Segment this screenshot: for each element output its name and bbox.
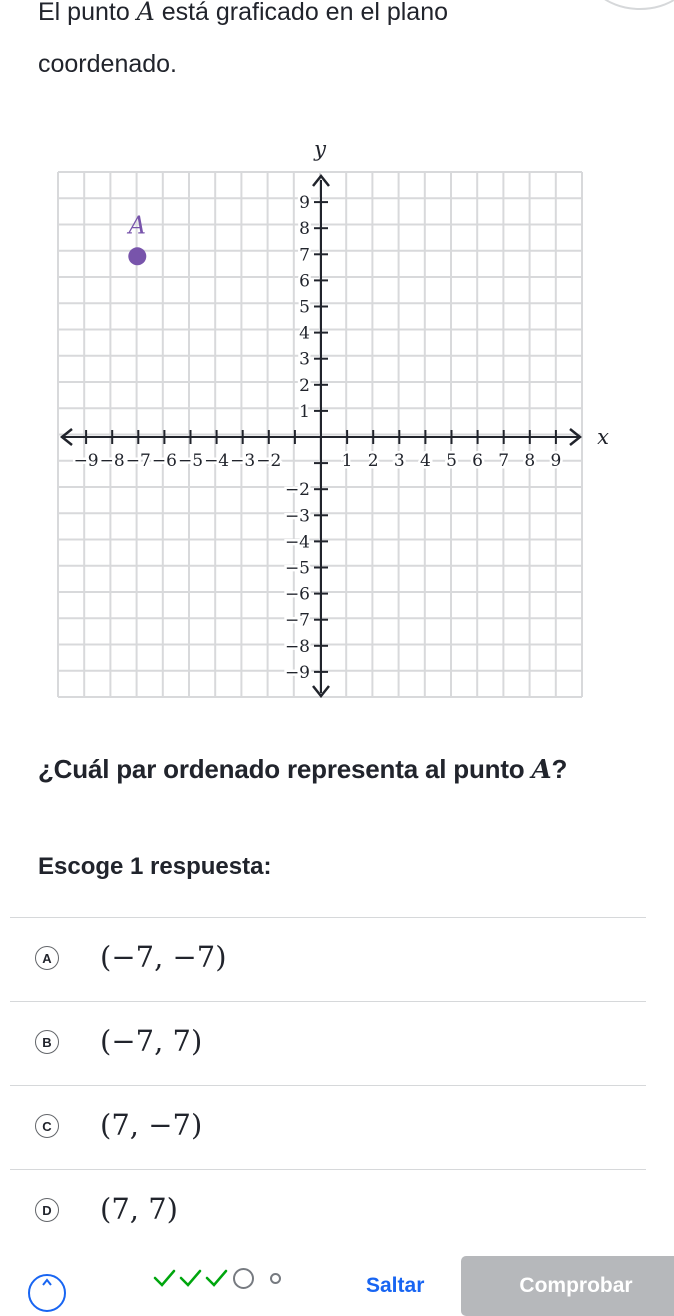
choice-letter: D [35,1198,59,1222]
x-tick-label: −9 [73,451,99,471]
y-tick-label: 8 [299,219,310,240]
choice-a[interactable] [10,917,646,1001]
check-icon [204,1266,228,1290]
prompt-text: El punto [38,0,137,26]
choice-letter: A [35,946,59,970]
y-tick-label: 5 [299,297,310,318]
y-axis-label: y [314,137,326,161]
y-tick-label: 9 [299,193,310,214]
y-tick-label: 4 [299,323,310,344]
coordinate-plane [0,120,674,710]
question-label: ¿Cuál par ordenado representa al punto [38,754,532,784]
x-tick-label: −2 [256,451,282,471]
point-a-label: A [128,211,146,240]
y-tick-label: 1 [299,401,310,422]
x-tick-label: 3 [393,451,405,471]
lightbulb-icon[interactable] [28,1274,66,1312]
footer-bar [0,1236,674,1297]
choice-text: (7, 7) [100,1192,178,1226]
choice-text: (−7, 7) [100,1024,203,1058]
x-tick-label: −5 [177,451,204,471]
progress-indicator [152,1266,281,1290]
x-tick-label: −4 [204,451,230,471]
choice-text: (7, −7) [100,1108,203,1142]
x-tick-label: 5 [446,451,457,471]
y-tick-label: 2 [299,375,310,396]
x-tick-label: 9 [550,451,562,471]
choice-b[interactable] [10,1001,646,1085]
skip-button[interactable]: Saltar [366,1274,425,1297]
point-a [128,247,146,265]
y-tick-label: −2 [284,480,310,501]
prompt-text-line2: coordenado. [38,50,178,78]
question-end: ? [551,754,568,784]
x-axis-label: x [597,425,609,449]
y-tick-label: −7 [284,610,310,631]
x-tick-label: 7 [498,451,510,471]
y-tick-label: 3 [299,349,310,370]
question-math-point: A [531,755,552,785]
x-tick-label: 6 [472,451,484,471]
x-tick-label: −3 [230,451,256,471]
y-tick-label: 6 [299,271,310,292]
prompt-math-point: A [136,0,155,26]
x-tick-label: 8 [524,451,536,471]
question-text [38,754,658,785]
y-tick-label: −9 [284,662,310,683]
y-tick-label: −3 [284,506,310,527]
x-tick-label: −8 [99,451,125,471]
question-prompt [38,0,598,90]
check-button[interactable]: Comprobar [461,1256,674,1316]
x-tick-label: 2 [367,451,379,471]
y-tick-label: −4 [284,532,310,553]
choice-text: (−7, −7) [100,940,227,974]
choice-c[interactable] [10,1085,646,1169]
empty-circle-icon [233,1268,254,1289]
y-tick-label: −5 [284,558,310,579]
x-tick-label: −7 [125,451,151,471]
choose-label: Escoge 1 respuesta: [38,853,272,880]
small-circle-icon [270,1273,281,1284]
prompt-text-cont: está graficado en el plano [154,0,449,26]
x-tick-label: 1 [341,451,353,471]
choice-letter: C [35,1114,59,1138]
choice-letter: B [35,1030,59,1054]
check-icon [152,1266,176,1290]
check-icon [178,1266,202,1290]
y-tick-label: 7 [299,245,310,266]
y-tick-label: −6 [284,584,310,605]
avatar-circle [586,0,674,10]
answer-choices [10,917,646,1254]
x-tick-label: −6 [151,451,177,471]
x-tick-label: 4 [419,451,431,471]
y-tick-label: −8 [284,636,310,657]
